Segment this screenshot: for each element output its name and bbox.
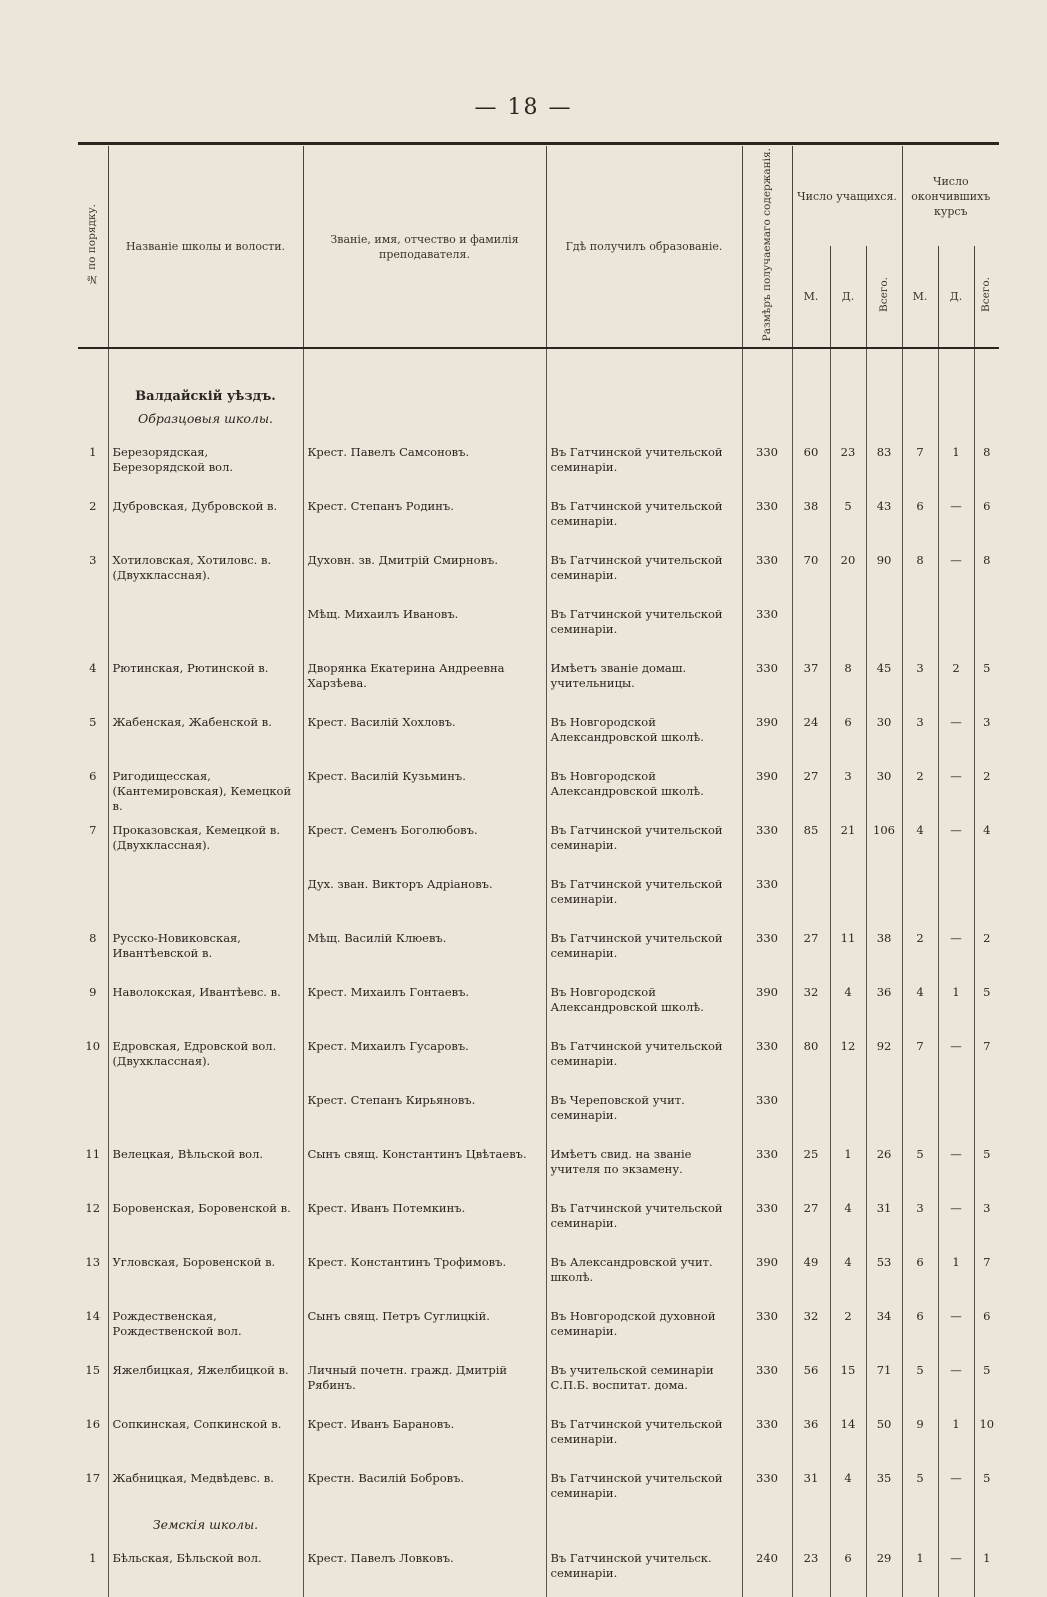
col-teacher-header: Званіе, имя, отчество и фамилія преподавателя. (303, 146, 546, 348)
students-m: 23 (792, 1543, 830, 1597)
row-number (78, 1085, 108, 1139)
students-d: 4 (830, 977, 866, 1031)
graduates-d (938, 599, 974, 653)
row-number: 6 (78, 761, 108, 815)
graduates-total: 4 (983, 823, 991, 838)
students-total: 30 (866, 761, 902, 815)
graduates-total (974, 599, 999, 653)
teacher-name: Крест. Константинъ Трофимовъ. (303, 1247, 546, 1301)
table-row (78, 923, 999, 977)
school-name: Яжелбицкая, Яжелбицкой в. (108, 1355, 303, 1409)
students-d: 23 (830, 437, 866, 491)
students-m-header: М. (792, 246, 830, 348)
school-name: Угловская, Боровенской в. (108, 1247, 303, 1301)
school-name: Велецкая, Вѣльской вол. (108, 1139, 303, 1193)
students-m: 25 (792, 1139, 830, 1193)
row-number: 1 (78, 1543, 108, 1597)
education: Въ Гатчинской учительской семинаріи. (546, 1463, 742, 1517)
graduates-total: 3 (983, 1201, 991, 1216)
district-title: Валдайскій уѣздъ. (108, 389, 303, 411)
row-number: 14 (78, 1301, 108, 1355)
graduates-d: — (938, 815, 974, 869)
graduates-d: — (938, 761, 974, 815)
row-number: 13 (78, 1247, 108, 1301)
teacher-name: Крестн. Василій Бобровъ. (303, 1463, 546, 1517)
students-total: 53 (866, 1247, 902, 1301)
graduates-total: 1 (983, 1551, 991, 1566)
salary: 330 (742, 653, 792, 707)
salary: 330 (742, 1409, 792, 1463)
teacher-name: Крест. Иванъ Потемкинъ. (303, 1193, 546, 1247)
table-row (78, 1247, 999, 1301)
graduates-d: — (938, 1193, 974, 1247)
students-m: 32 (792, 977, 830, 1031)
teacher-name: Крест. Иванъ Барановъ. (303, 1409, 546, 1463)
students-total: 92 (866, 1031, 902, 1085)
school-name: Дубровская, Дубровской в. (108, 491, 303, 545)
graduates-m: 7 (902, 437, 938, 491)
students-total: 83 (866, 437, 902, 491)
teacher-name: Крест. Степанъ Родинъ. (303, 491, 546, 545)
students-total: 50 (866, 1409, 902, 1463)
education: Въ Новгородской Александровской школѣ. (546, 977, 742, 1031)
students-d: 4 (830, 1193, 866, 1247)
graduates-d: — (938, 923, 974, 977)
table-row (78, 1409, 999, 1463)
graduates-total: 6 (983, 499, 991, 514)
graduates-m: 5 (902, 1139, 938, 1193)
table-row (78, 1355, 999, 1409)
row-number: 2 (78, 491, 108, 545)
graduates-d: 1 (938, 1247, 974, 1301)
table-row (78, 869, 999, 923)
education: Въ Гатчинской учительской семинаріи. (546, 1031, 742, 1085)
school-register-table (78, 146, 999, 1597)
graduates-m: 5 (902, 1463, 938, 1517)
education: Въ Гатчинской учительской семинаріи. (546, 437, 742, 491)
students-total: 90 (866, 545, 902, 599)
salary: 330 (742, 1085, 792, 1139)
teacher-name: Крест. Павелъ Самсоновъ. (303, 437, 546, 491)
table-row (78, 599, 999, 653)
teacher-name: Крест. Василій Хохловъ. (303, 707, 546, 761)
education: Въ Гатчинской учительской семинаріи. (546, 491, 742, 545)
graduates-total: 5 (983, 1363, 991, 1378)
students-d: 6 (830, 1543, 866, 1597)
school-name: Жабенская, Жабенской в. (108, 707, 303, 761)
row-number: 17 (78, 1463, 108, 1517)
graduates-m: 6 (902, 1301, 938, 1355)
school-name: Жабницкая, Медвѣдевс. в. (108, 1463, 303, 1517)
education: Въ Новгородской Александровской школѣ. (546, 761, 742, 815)
graduates-m (902, 599, 938, 653)
row-number (78, 869, 108, 923)
graduates-m: 6 (902, 1247, 938, 1301)
school-name: Ригодищесская, (Кантемировская), Кемецкой в. (108, 761, 303, 815)
graduates-d: — (938, 1301, 974, 1355)
table-row (78, 815, 999, 869)
table-row (78, 977, 999, 1031)
students-d: 21 (830, 815, 866, 869)
teacher-name: Мѣщ. Михаилъ Ивановъ. (303, 599, 546, 653)
students-m: 85 (792, 815, 830, 869)
education: Въ Новгородской Александровской школѣ. (546, 707, 742, 761)
row-number: 9 (78, 977, 108, 1031)
students-d: 8 (830, 653, 866, 707)
col-school-header: Названіе школы и волости. (108, 146, 303, 348)
students-total: 106 (866, 815, 902, 869)
students-d-header: Д. (830, 246, 866, 348)
students-total: 38 (866, 923, 902, 977)
salary: 330 (742, 599, 792, 653)
table-row (78, 1031, 999, 1085)
graduates-m: 3 (902, 707, 938, 761)
row-number: 4 (78, 653, 108, 707)
table-row (78, 761, 999, 815)
row-number: 8 (78, 923, 108, 977)
graduates-d: 1 (938, 1409, 974, 1463)
col-graduates-header: Число окончившихъ курсъ (911, 174, 991, 218)
students-m: 27 (792, 923, 830, 977)
students-d: 4 (830, 1463, 866, 1517)
graduates-m: 2 (902, 923, 938, 977)
graduates-d: — (938, 1543, 974, 1597)
col-students-header: Число учащихся. (792, 146, 902, 246)
education: Въ учительской семинаріи С.П.Б. воспитат. дома. (546, 1355, 742, 1409)
education: Въ Гатчинской учительской семинаріи. (546, 599, 742, 653)
graduates-m: 6 (902, 491, 938, 545)
col-no-header: № по порядку. (78, 146, 108, 348)
students-total: 43 (866, 491, 902, 545)
graduates-d (938, 869, 974, 923)
graduates-m: 4 (902, 977, 938, 1031)
students-m: 24 (792, 707, 830, 761)
graduates-d: 1 (938, 437, 974, 491)
graduates-total: 10 (979, 1417, 995, 1432)
students-total: 34 (866, 1301, 902, 1355)
school-name (108, 1085, 303, 1139)
students-total (866, 869, 902, 923)
students-total: 26 (866, 1139, 902, 1193)
teacher-name: Дворянка Екатерина Андреевна Харзѣева. (303, 653, 546, 707)
salary: 390 (742, 761, 792, 815)
students-m: 27 (792, 1193, 830, 1247)
students-total (866, 1085, 902, 1139)
row-number: 16 (78, 1409, 108, 1463)
graduates-d: — (938, 1139, 974, 1193)
students-d: 6 (830, 707, 866, 761)
teacher-name: Сынъ свящ. Константинъ Цвѣтаевъ. (303, 1139, 546, 1193)
table-row (78, 437, 999, 491)
school-name: Сопкинская, Сопкинской в. (108, 1409, 303, 1463)
graduates-d-header: Д. (938, 246, 974, 348)
graduates-total (974, 869, 999, 923)
school-name: Рютинская, Рютинской в. (108, 653, 303, 707)
group-title-model-schools: Образцовыя школы. (108, 411, 303, 437)
salary: 240 (742, 1543, 792, 1597)
graduates-d: — (938, 707, 974, 761)
row-number: 10 (78, 1031, 108, 1085)
students-total: 30 (866, 707, 902, 761)
row-number: 12 (78, 1193, 108, 1247)
teacher-name: Крест. Павелъ Ловковъ. (303, 1543, 546, 1597)
header-rule (78, 142, 999, 145)
salary: 330 (742, 545, 792, 599)
students-total: 31 (866, 1193, 902, 1247)
school-name (108, 599, 303, 653)
graduates-total: 7 (983, 1255, 991, 1270)
students-total: 29 (866, 1543, 902, 1597)
students-m: 60 (792, 437, 830, 491)
school-name: Проказовская, Кемецкой в. (Двухклассная). (108, 815, 303, 869)
students-total: 71 (866, 1355, 902, 1409)
salary: 390 (742, 707, 792, 761)
graduates-d: — (938, 545, 974, 599)
students-m (792, 869, 830, 923)
students-total (866, 599, 902, 653)
school-name (108, 869, 303, 923)
students-d (830, 1085, 866, 1139)
graduates-total: 2 (983, 769, 991, 784)
students-m (792, 1085, 830, 1139)
education: Въ Гатчинской учительской семинаріи. (546, 869, 742, 923)
teacher-name: Личный почетн. гражд. Дмитрій Рябинъ. (303, 1355, 546, 1409)
school-name: Едровская, Едровской вол. (Двухклассная). (108, 1031, 303, 1085)
graduates-total-header: Всего. (980, 277, 993, 313)
teacher-name: Мѣщ. Василій Клюевъ. (303, 923, 546, 977)
graduates-d: — (938, 1463, 974, 1517)
graduates-total: 6 (983, 1309, 991, 1324)
students-m: 49 (792, 1247, 830, 1301)
school-name: Березорядская, Березорядской вол. (108, 437, 303, 491)
row-number: 11 (78, 1139, 108, 1193)
graduates-total: 8 (983, 445, 991, 460)
students-m: 32 (792, 1301, 830, 1355)
col-education-header: Гдѣ получилъ образованіе. (546, 146, 742, 348)
salary: 330 (742, 437, 792, 491)
teacher-name: Крест. Михаилъ Гонтаевъ. (303, 977, 546, 1031)
education: Въ Александровской учит. школѣ. (546, 1247, 742, 1301)
students-m: 38 (792, 491, 830, 545)
table-row (78, 653, 999, 707)
education: Въ Череповской учит. семинаріи. (546, 1085, 742, 1139)
students-m: 56 (792, 1355, 830, 1409)
col-salary-header: Размѣръ получаемаго содержанія. (742, 146, 792, 348)
row-number: 3 (78, 545, 108, 599)
salary: 330 (742, 1463, 792, 1517)
teacher-name: Крест. Василій Кузьминъ. (303, 761, 546, 815)
education: Въ Новгородской духовной семинаріи. (546, 1301, 742, 1355)
students-m (792, 599, 830, 653)
graduates-m: 1 (902, 1543, 938, 1597)
school-name: Бѣльская, Бѣльской вол. (108, 1543, 303, 1597)
table-row (78, 707, 999, 761)
students-m: 36 (792, 1409, 830, 1463)
students-total: 36 (866, 977, 902, 1031)
students-total: 35 (866, 1463, 902, 1517)
table-row (78, 1085, 999, 1139)
salary: 330 (742, 1139, 792, 1193)
school-name: Рождественская, Рождественской вол. (108, 1301, 303, 1355)
teacher-name: Духовн. зв. Дмитрій Смирновъ. (303, 545, 546, 599)
education: Имѣетъ званіе домаш. учительницы. (546, 653, 742, 707)
students-m: 27 (792, 761, 830, 815)
graduates-total: 7 (983, 1039, 991, 1054)
graduates-total: 5 (983, 1471, 991, 1486)
school-name: Наволокская, Ивантѣевс. в. (108, 977, 303, 1031)
row-number: 1 (78, 437, 108, 491)
salary: 390 (742, 1247, 792, 1301)
students-m: 80 (792, 1031, 830, 1085)
teacher-name: Крест. Степанъ Кирьяновъ. (303, 1085, 546, 1139)
salary: 330 (742, 1193, 792, 1247)
graduates-total: 5 (983, 1147, 991, 1162)
students-d: 15 (830, 1355, 866, 1409)
graduates-m: 5 (902, 1355, 938, 1409)
education: Въ Гатчинской учительской семинаріи. (546, 923, 742, 977)
table-row (78, 545, 999, 599)
education: Въ Гатчинской учительской семинаріи. (546, 1409, 742, 1463)
table-row (78, 1543, 999, 1597)
table-row (78, 1139, 999, 1193)
salary: 330 (742, 815, 792, 869)
graduates-m-header: М. (902, 246, 938, 348)
graduates-d (938, 1085, 974, 1139)
salary: 330 (742, 1301, 792, 1355)
row-number: 15 (78, 1355, 108, 1409)
students-total-header: Всего. (866, 246, 902, 348)
table-row (78, 1301, 999, 1355)
graduates-m: 7 (902, 1031, 938, 1085)
students-m: 37 (792, 653, 830, 707)
group-title-zemstvo-schools: Земскія школы. (108, 1517, 303, 1543)
row-number: 5 (78, 707, 108, 761)
row-number: 7 (78, 815, 108, 869)
school-name: Русско-Новиковская, Ивантѣевской в. (108, 923, 303, 977)
graduates-d: 1 (938, 977, 974, 1031)
students-m: 31 (792, 1463, 830, 1517)
graduates-m: 9 (902, 1409, 938, 1463)
graduates-m: 3 (902, 1193, 938, 1247)
graduates-d: — (938, 1031, 974, 1085)
education: Имѣетъ свид. на званіе учителя по экзамену. (546, 1139, 742, 1193)
students-d (830, 599, 866, 653)
table-row (78, 1193, 999, 1247)
graduates-total: 5 (983, 985, 991, 1000)
salary: 330 (742, 491, 792, 545)
graduates-m: 4 (902, 815, 938, 869)
salary: 390 (742, 977, 792, 1031)
salary: 330 (742, 869, 792, 923)
row-number (78, 599, 108, 653)
graduates-m: 3 (902, 653, 938, 707)
students-d: 12 (830, 1031, 866, 1085)
education: Въ Гатчинской учительск. семинаріи. (546, 1543, 742, 1597)
graduates-total: 2 (983, 931, 991, 946)
graduates-d: — (938, 1355, 974, 1409)
salary: 330 (742, 923, 792, 977)
students-d: 1 (830, 1139, 866, 1193)
students-d (830, 869, 866, 923)
graduates-m: 8 (902, 545, 938, 599)
graduates-total: 5 (983, 661, 991, 676)
students-d: 2 (830, 1301, 866, 1355)
salary: 330 (742, 1031, 792, 1085)
graduates-m: 2 (902, 761, 938, 815)
page-number: — 18 — (474, 95, 573, 120)
students-d: 5 (830, 491, 866, 545)
table-row (78, 1463, 999, 1517)
students-d: 11 (830, 923, 866, 977)
graduates-total (974, 1085, 999, 1139)
students-total: 45 (866, 653, 902, 707)
education: Въ Гатчинской учительской семинаріи. (546, 1193, 742, 1247)
graduates-m (902, 1085, 938, 1139)
students-m: 70 (792, 545, 830, 599)
teacher-name: Крест. Михаилъ Гусаровъ. (303, 1031, 546, 1085)
salary: 330 (742, 1355, 792, 1409)
school-name: Боровенская, Боровенской в. (108, 1193, 303, 1247)
students-d: 4 (830, 1247, 866, 1301)
graduates-total: 8 (983, 553, 991, 568)
table-row (78, 491, 999, 545)
students-d: 14 (830, 1409, 866, 1463)
graduates-d: — (938, 491, 974, 545)
teacher-name: Крест. Семенъ Боголюбовъ. (303, 815, 546, 869)
graduates-d: 2 (938, 653, 974, 707)
education: Въ Гатчинской учительской семинаріи. (546, 815, 742, 869)
teacher-name: Сынъ свящ. Петръ Суглицкій. (303, 1301, 546, 1355)
graduates-total: 3 (983, 715, 991, 730)
school-name: Хотиловская, Хотиловс. в. (Двухклассная). (108, 545, 303, 599)
graduates-m (902, 869, 938, 923)
education: Въ Гатчинской учительской семинаріи. (546, 545, 742, 599)
teacher-name: Дух. зван. Викторъ Адріановъ. (303, 869, 546, 923)
students-d: 20 (830, 545, 866, 599)
students-d: 3 (830, 761, 866, 815)
